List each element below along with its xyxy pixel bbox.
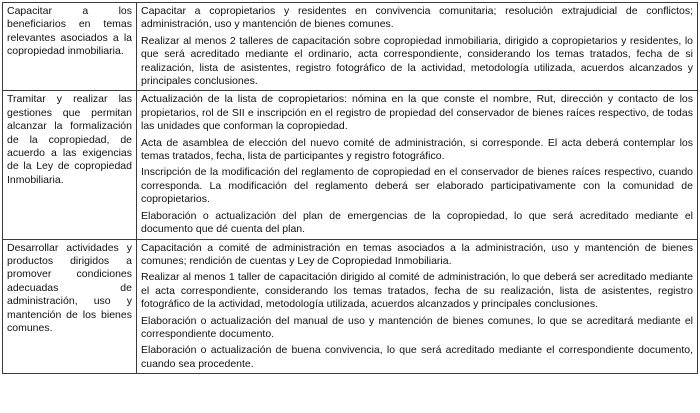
activity-paragraph: Realizar al menos 2 talleres de capacitación sobre copropiedad inmobiliaria, dirigido a copropietarios y residentes, lo que será acreditado mediante el ordinario, acta correspondiente, considerando los temas tratados, fecha de si realización, lista de asistentes, registro fotográfico de la actividad, metodología utilizada, acuerdos alcanzados y principales conclusiones.: [141, 34, 693, 88]
activities-table: [2, 2, 698, 374]
objective-text: Capacitar a los beneficiarios en temas relevantes asociados a la copropiedad inmobiliaria.: [7, 5, 132, 58]
activity-paragraph: Realizar al menos 1 taller de capacitación dirigido al comité de administración, lo que deberá ser acreditado mediante el acta correspondiente, considerando los temas tratados, fecha de su realización, lista de asistentes, registro fotográfico de la actividad, metodología utilizada, acuerdos alcanzados y principales conclusiones.: [141, 271, 693, 311]
activity-paragraph: Elaboración o actualización del plan de emergencias de la copropiedad, lo que será acreditado mediante el documento que dé cuenta del plan.: [141, 209, 693, 236]
activity-paragraph: Acta de asamblea de elección del nuevo comité de administración, si corresponde. El acta deberá contemplar los temas tratados, fecha, lista de participantes y registro fotográfico.: [141, 136, 693, 163]
objective-text: Desarrollar actividades y productos dirigidos a promover condiciones adecuadas de administración, uso y mantención de los bienes comunes.: [7, 241, 132, 334]
objective-cell: [3, 91, 137, 239]
objective-cell: [3, 3, 137, 91]
activity-paragraph: Actualización de la lista de copropietarios: nómina en la que conste el nombre, Rut, dirección y contacto de los propietarios, rol de SII e inscripción en el registro de propiedad del conservador de bienes raíces respectivo, de todas las unidades que conforman la copropiedad.: [141, 93, 693, 133]
activity-paragraph: Elaboración o actualización de buena convivencia, lo que será acreditado mediante el correspondiente documento, cuando sea procedente.: [141, 344, 693, 370]
table-row: [3, 91, 698, 239]
table-row: [3, 239, 698, 374]
activity-paragraph: Elaboración o actualización del manual de uso y mantención de bienes comunes, lo que se acreditará mediante el correspondiente documento.: [141, 314, 693, 340]
activities-cell: [137, 239, 698, 374]
activities-cell: [137, 91, 698, 239]
activity-paragraph: Inscripción de la modificación del reglamento de copropiedad en el conservador de bienes raíces respectivo, cuando corresponda. La modificación del reglamento deberá ser elaborado participativamente con la comunidad de copropietarios.: [141, 166, 693, 206]
activities-cell: [137, 3, 698, 91]
table-row: [3, 3, 698, 91]
objective-text: Tramitar y realizar las gestiones que permitan alcanzar la formalización de la copropiedad, de acuerdo a las exigencias de la Ley de copropiedad Inmobiliaria.: [7, 93, 132, 186]
activity-paragraph: Capacitación a comité de administración en temas asociados a la administración, uso y mantención de bienes comunes; rendición de cuentas y Ley de Copropiedad Inmobiliaria.: [141, 241, 693, 267]
objective-cell: [3, 239, 137, 374]
activity-paragraph: Capacitar a copropietarios y residentes en convivencia comunitaria; resolución extrajudicial de conflictos; administración, uso y mantención de bienes comunes.: [141, 5, 693, 31]
